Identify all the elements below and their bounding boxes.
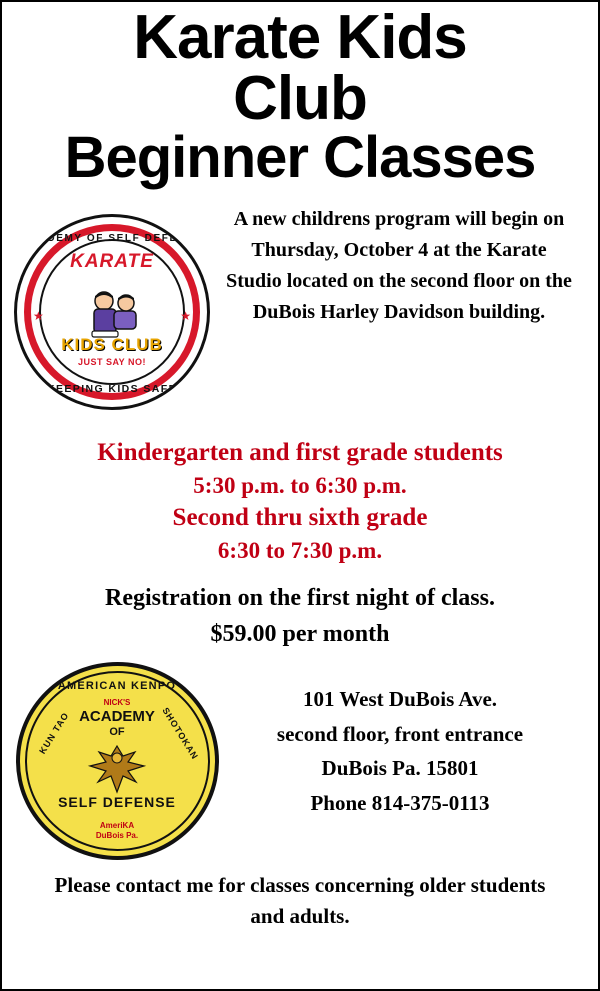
- kenpo-amerika-text: AmeriKA: [99, 820, 135, 830]
- phone-line: Phone 814-375-0113: [310, 790, 490, 815]
- kenpo-arc-top-text: AMERICAN KENPO: [57, 679, 177, 692]
- kenpo-nicks-text: NICK'S: [103, 697, 131, 707]
- logo-arc-top-text: ACADEMY OF SELF DEFENSE: [20, 233, 204, 245]
- address-line-2: second floor, front entrance: [276, 721, 524, 746]
- karate-kids-club-logo-icon: [14, 214, 210, 410]
- price-line: $59.00 per month: [210, 620, 390, 647]
- class-schedule: [2, 436, 598, 566]
- kenpo-self-defense-text: SELF DEFENSE: [58, 793, 176, 810]
- schedule-group1-time: 5:30 p.m. to 6:30 p.m.: [193, 473, 407, 499]
- intro-section: [2, 204, 598, 410]
- kenpo-of-text: OF: [109, 725, 125, 738]
- title-line-3: Beginner Classes: [64, 124, 536, 190]
- logo-arc-bottom-text: KEEPING KIDS SAFE: [47, 383, 177, 396]
- address-section: [2, 658, 598, 860]
- title-line-1: Karate Kids: [133, 3, 467, 72]
- kids-club-logo-container: [2, 204, 222, 410]
- logo-star-left-icon: ★: [33, 309, 44, 324]
- schedule-group1-label: Kindergarten and first grade students: [97, 439, 503, 467]
- american-kenpo-academy-logo-icon: [16, 662, 219, 860]
- logo-tagline-text: JUST SAY NO!: [77, 357, 147, 368]
- kenpo-left-arc-text: KUN TAO: [36, 710, 71, 756]
- logo-karate-text: KARATE: [70, 251, 154, 273]
- address-block: [232, 658, 598, 821]
- address-line-1: 101 West DuBois Ave.: [302, 686, 498, 711]
- footer-note: Please contact me for classes concerning older students and adults.: [54, 872, 546, 929]
- eagle-icon: [78, 740, 156, 796]
- title-line-2: Club: [233, 63, 367, 133]
- karate-kids-figure-icon: [76, 289, 148, 341]
- schedule-group2-label: Second thru sixth grade: [172, 504, 428, 532]
- logo-kids-club-text: KIDS CLUB: [61, 335, 163, 355]
- logo-star-right-icon: ★: [180, 309, 191, 324]
- intro-paragraph: A new childrens program will begin on Thursday, October 4 at the Karate Studio located on the second floor on the DuBois Harley Davidson building.: [226, 208, 572, 324]
- page-title: [2, 2, 598, 190]
- kenpo-dubois-text: DuBois Pa.: [95, 830, 139, 840]
- kenpo-right-arc-text: SHOTOKAN: [159, 705, 200, 762]
- kenpo-academy-text: ACADEMY: [79, 707, 155, 725]
- registration-info: [2, 580, 598, 652]
- address-line-3: DuBois Pa. 15801: [321, 756, 479, 781]
- registration-line: Registration on the first night of class.: [105, 584, 495, 611]
- kenpo-logo-container: [2, 658, 232, 860]
- schedule-group2-time: 6:30 to 7:30 p.m.: [217, 537, 383, 563]
